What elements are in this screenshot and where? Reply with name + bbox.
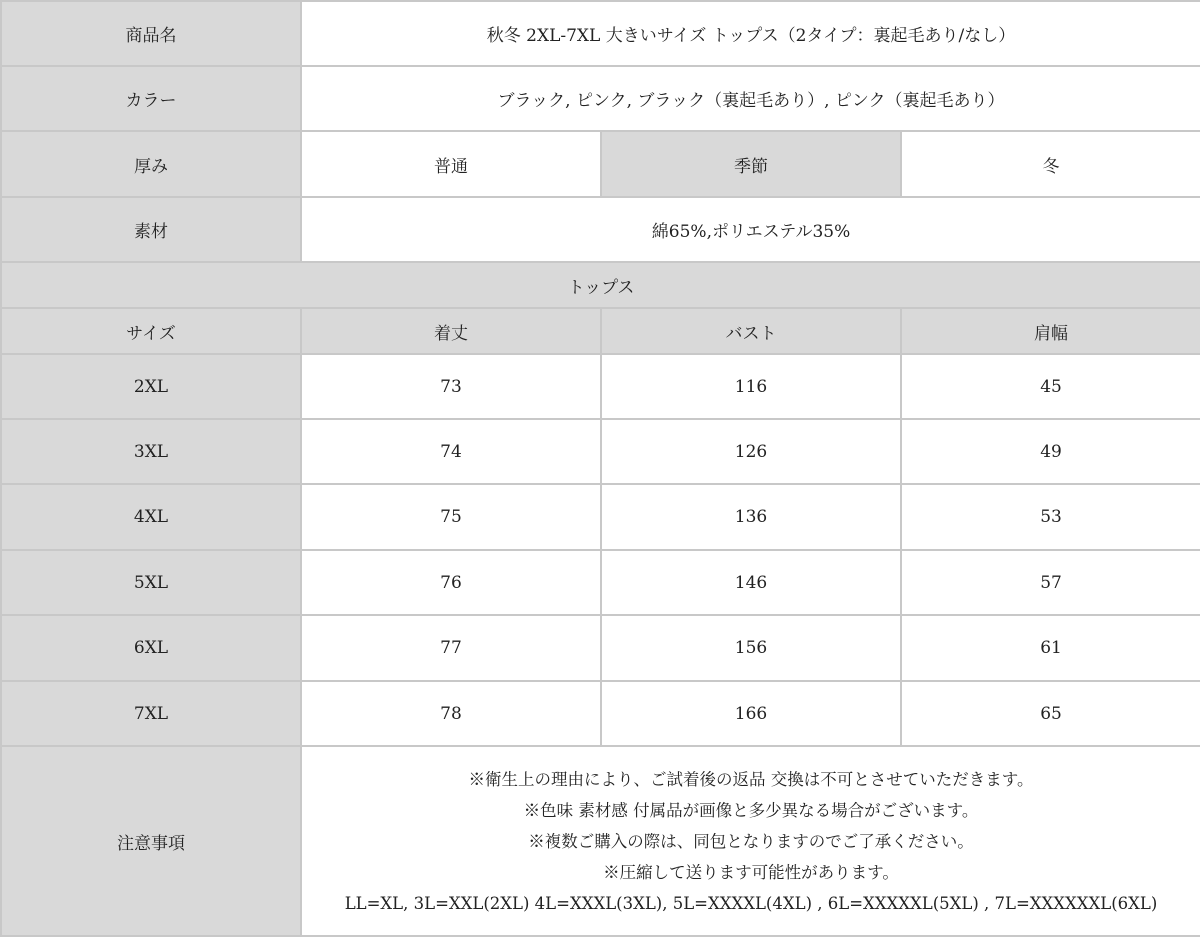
material-label: 素材: [1, 197, 301, 262]
table-row: [1, 484, 1200, 550]
size-cell: 7XL: [1, 681, 301, 746]
length-cell: 73: [301, 354, 601, 419]
season-label: 季節: [601, 131, 901, 197]
length-cell: 75: [301, 484, 601, 550]
bust-cell: 166: [601, 681, 901, 746]
header-size: サイズ: [1, 308, 301, 354]
shoulder-cell: 49: [901, 419, 1200, 484]
notes-row: [1, 746, 1200, 936]
length-cell: 77: [301, 615, 601, 681]
product-name-value: 秋冬 2XL-7XL 大きいサイズ トップス（2タイプ：裏起毛あり/なし）: [301, 1, 1200, 66]
thickness-season-row: [1, 131, 1200, 197]
product-name-label: 商品名: [1, 1, 301, 66]
product-name-row: [1, 1, 1200, 66]
notes-content: [301, 746, 1200, 936]
size-cell: 5XL: [1, 550, 301, 615]
thickness-label: 厚み: [1, 131, 301, 197]
bust-cell: 136: [601, 484, 901, 550]
thickness-value: 普通: [301, 131, 601, 197]
size-cell: 3XL: [1, 419, 301, 484]
bust-cell: 156: [601, 615, 901, 681]
color-label: カラー: [1, 66, 301, 131]
shoulder-cell: 61: [901, 615, 1200, 681]
table-row: [1, 550, 1200, 615]
notes-line: ※圧縮して送ります可能性があります。: [603, 862, 899, 882]
notes-label: 注意事項: [1, 746, 301, 936]
shoulder-cell: 53: [901, 484, 1200, 550]
header-bust: バスト: [601, 308, 901, 354]
season-value: 冬: [901, 131, 1200, 197]
shoulder-cell: 65: [901, 681, 1200, 746]
size-cell: 6XL: [1, 615, 301, 681]
material-row: [1, 197, 1200, 262]
length-cell: 78: [301, 681, 601, 746]
size-section-title: トップス: [1, 262, 1200, 308]
table-row: [1, 615, 1200, 681]
size-cell: 4XL: [1, 484, 301, 550]
bust-cell: 116: [601, 354, 901, 419]
size-section-row: [1, 262, 1200, 308]
size-cell: 2XL: [1, 354, 301, 419]
notes-line: ※色味 素材感 付属品が画像と多少異なる場合がございます。: [523, 800, 979, 820]
shoulder-cell: 57: [901, 550, 1200, 615]
material-value: 綿65%,ポリエステル35%: [301, 197, 1200, 262]
length-cell: 76: [301, 550, 601, 615]
bust-cell: 126: [601, 419, 901, 484]
size-header-row: [1, 308, 1200, 354]
length-cell: 74: [301, 419, 601, 484]
bust-cell: 146: [601, 550, 901, 615]
color-row: [1, 66, 1200, 131]
notes-line: LL=XL, 3L=XXL(2XL) 4L=XXXL(3XL), 5L=XXXXL(4XL) , 6L=XXXXXL(5XL) , 7L=XXXXXXL(6XL): [344, 893, 1158, 913]
table-row: [1, 354, 1200, 419]
table-row: [1, 681, 1200, 746]
color-value: ブラック, ピンク, ブラック（裏起毛あり）, ピンク（裏起毛あり）: [301, 66, 1200, 131]
header-shoulder: 肩幅: [901, 308, 1200, 354]
header-length: 着丈: [301, 308, 601, 354]
table-row: [1, 419, 1200, 484]
notes-line: ※衛生上の理由により、ご試着後の返品 交換は不可とさせていただきます。: [468, 769, 1034, 789]
notes-line: ※複数ご購入の際は、同包となりますのでご了承ください。: [528, 831, 974, 851]
shoulder-cell: 45: [901, 354, 1200, 419]
